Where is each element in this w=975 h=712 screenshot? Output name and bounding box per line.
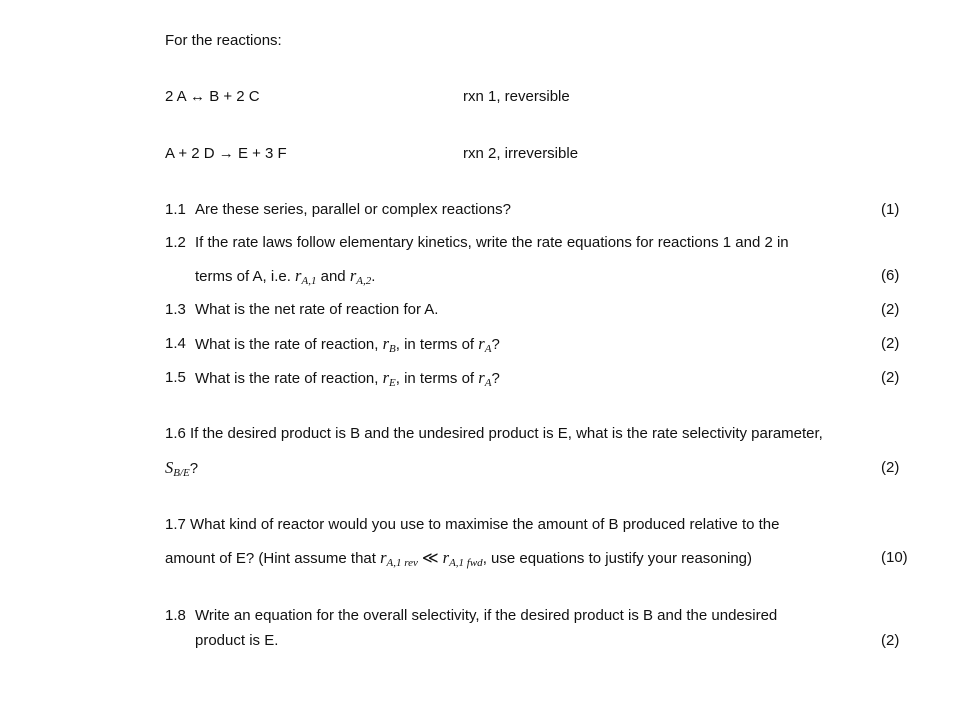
question-number: 1.3 bbox=[165, 301, 186, 318]
question-number: 1.5 bbox=[165, 369, 186, 386]
rate-variable-rA: $r_A$ bbox=[478, 368, 492, 389]
selectivity-parameter: $S_{B/E}$ bbox=[165, 458, 190, 479]
question-number: 1.2 bbox=[165, 234, 186, 251]
question-text: What is the rate of reaction, $r_B$, in terms of $r_A$? bbox=[195, 334, 500, 355]
question-marks: (2) bbox=[881, 335, 900, 352]
question-text-line2: terms of A, i.e. $r_{A,1}$ and $r_{A,2}$. bbox=[195, 266, 376, 287]
reaction-2-label: rxn 2, irreversible bbox=[463, 145, 579, 162]
question-text-line1: 1.7 What kind of reactor would you use to maximise the amount of B produced relative to the bbox=[165, 516, 780, 533]
question-marks: (2) bbox=[881, 301, 900, 318]
rate-variable-rE: $r_E$ bbox=[382, 368, 396, 389]
question-text-line1: Write an equation for the overall selectivity, if the desired product is B and the undesired bbox=[195, 607, 778, 624]
question-marks: (2) bbox=[881, 459, 900, 476]
question-text-line2: $S_{B/E}$? bbox=[165, 458, 199, 479]
question-text-line2: amount of E? (Hint assume that $r_{A,1 rev}$ ≪ $r_{A,1 fwd}$, use equations to justify your reasoning) bbox=[165, 548, 753, 569]
rate-variable-rA1: $r_{A,1}$ bbox=[295, 266, 317, 287]
question-marks: (1) bbox=[881, 201, 900, 218]
rate-variable-rA1-rev: $r_{A,1 rev}$ bbox=[380, 548, 418, 569]
rate-variable-rB: $r_B$ bbox=[382, 334, 396, 355]
question-text: What is the net rate of reaction for A. bbox=[195, 301, 439, 318]
question-number: 1.8 bbox=[165, 607, 186, 624]
question-text-line2: product is E. bbox=[195, 632, 279, 649]
question-marks: (6) bbox=[881, 267, 900, 284]
question-text: What is the rate of reaction, $r_E$, in terms of $r_A$? bbox=[195, 368, 500, 389]
intro-text: For the reactions: bbox=[165, 32, 282, 49]
question-number: 1.4 bbox=[165, 335, 186, 352]
question-text-line1: If the rate laws follow elementary kinetics, write the rate equations for reactions 1 and 2 in bbox=[195, 234, 789, 251]
question-marks: (2) bbox=[881, 369, 900, 386]
question-marks: (2) bbox=[881, 632, 900, 649]
reaction-2-equation: A + 2 D → E + 3 F bbox=[165, 145, 287, 162]
rate-variable-rA: $r_A$ bbox=[478, 334, 492, 355]
rate-variable-rA1-fwd: $r_{A,1 fwd}$ bbox=[442, 548, 483, 569]
question-text: Are these series, parallel or complex reactions? bbox=[195, 201, 511, 218]
rate-variable-rA2: $r_{A,2}$ bbox=[349, 266, 372, 287]
question-text-line1: 1.6 If the desired product is B and the undesired product is E, what is the rate selectivity parameter, bbox=[165, 425, 823, 442]
question-number: 1.1 bbox=[165, 201, 186, 218]
question-marks: (10) bbox=[881, 549, 908, 566]
reaction-1-label: rxn 1, reversible bbox=[463, 88, 570, 105]
reaction-1-equation: 2 A ↔ B + 2 C bbox=[165, 88, 260, 105]
